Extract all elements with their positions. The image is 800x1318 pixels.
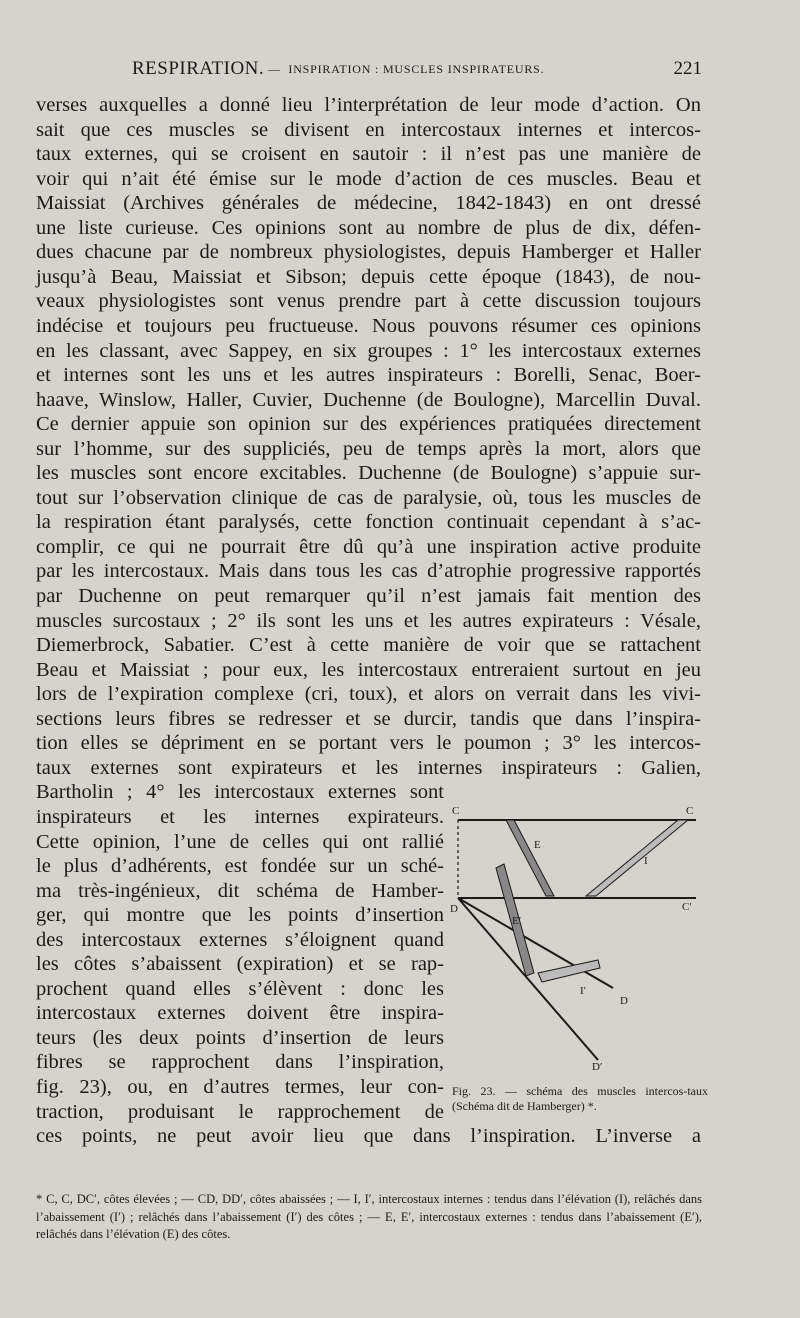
- text-line: ces points, ne peut avoir lieu que dans l’inspiration. L’inverse a: [36, 1125, 701, 1148]
- label-i-prime: I′: [580, 985, 587, 997]
- text-line: inspirateurs et les internes expirateurs.: [36, 805, 444, 828]
- text-line: verses auxquelles a donné lieu l’interprétation de leur mode d’action. On: [36, 94, 701, 116]
- header-title: RESPIRATION.: [132, 58, 265, 79]
- hamberger-schema-figure: [448, 798, 708, 1078]
- text-line: les côtes s’abaissent (expiration) et se rap-: [36, 953, 444, 976]
- label-e-prime: E′: [512, 915, 522, 927]
- label-c2: C′: [682, 901, 692, 913]
- text-line: et internes sont les uns et les autres inspirateurs : Borelli, Senac, Boer-: [36, 364, 701, 387]
- text-line: tion elles se dépriment en se portant vers le poumon ; 3° les intercos-: [36, 732, 701, 755]
- text-line: haave, Winslow, Haller, Cuvier, Duchenne (de Boulogne), Marcellin Duval.: [36, 388, 701, 411]
- text-line: des intercostaux externes s’éloignent quand: [36, 928, 444, 951]
- text-line: Beau et Maissiat ; pour eux, les intercostaux entreraient surtout en jeu: [36, 658, 701, 681]
- label-d: D: [450, 903, 458, 915]
- text-line: teurs (les deux points d’insertion de leurs: [36, 1026, 444, 1049]
- text-line: en les classant, avec Sappey, en six groupes : 1° les intercostaux externes: [36, 339, 701, 362]
- text-line: le plus d’adhérents, est fondée sur un sché-: [36, 855, 444, 878]
- label-d-prime: D′: [592, 1061, 603, 1073]
- text-line: ma très-ingénieux, dit schéma de Hamber-: [36, 879, 444, 902]
- text-line: tout sur l’observation clinique de cas de paralysie, où, tous les muscles de: [36, 486, 701, 509]
- text-line: sur l’homme, sur des suppliciés, peu de temps après la mort, alors que: [36, 437, 701, 460]
- running-header: [132, 58, 702, 84]
- text-line: dues chacune par de nombreux physiologistes, depuis Hamberger et Haller: [36, 241, 701, 264]
- page-number: 221: [673, 58, 702, 79]
- label-d-right: D: [620, 995, 628, 1007]
- text-line: traction, produisant le rapprochement de: [36, 1100, 444, 1123]
- rib-dd-prime-line: [458, 898, 598, 1060]
- text-line: ger, qui montre que les points d’insertion: [36, 904, 444, 927]
- text-line: indécise et toujours peu fructueuse. Nous pouvons résumer ces opinions: [36, 314, 701, 337]
- text-line: fig. 23), ou, en d’autres termes, leur con-: [36, 1076, 444, 1098]
- text-line: taux externes sont expirateurs et les internes inspirateurs : Galien,: [36, 756, 701, 779]
- text-line: Maissiat (Archives générales de médecine, 1842-1843) en ont dressé: [36, 192, 701, 215]
- text-line: fibres se rapprochent dans l’inspiration,: [36, 1051, 444, 1074]
- text-line: les muscles sont encore excitables. Duchenne (de Boulogne) s’appuie sur-: [36, 462, 701, 485]
- rib-cd-line: [458, 898, 613, 988]
- label-c-right: C: [686, 805, 694, 817]
- text-line: sait que ces muscles se divisent en intercostaux internes et intercos-: [36, 118, 701, 141]
- text-line: prochent quand elles s’élèvent : donc les: [36, 977, 444, 1000]
- label-c: C: [452, 805, 460, 817]
- text-line: Diemerbrock, Sabatier. C’est à cette manière de voir que se rattachent: [36, 634, 701, 657]
- text-line: une liste curieuse. Ces opinions sont au nombre de plus de dix, défen-: [36, 216, 701, 239]
- text-line: sections leurs fibres se redresser et se durcir, tandis que dans l’inspira-: [36, 707, 701, 730]
- text-line: Cette opinion, l’une de celles qui ont rallié: [36, 830, 444, 853]
- figure-caption: Fig. 23. — schéma des muscles intercos-taux (Schéma dit de Hamberger) *.: [452, 1084, 708, 1113]
- text-line: lors de l’expiration complexe (cri, toux), et alors on verrait dans les vivi-: [36, 683, 701, 706]
- muscle-i: [586, 820, 688, 896]
- label-e: E: [534, 839, 541, 851]
- label-i: I: [644, 855, 648, 867]
- text-line: Bartholin ; 4° les intercostaux externes sont: [36, 781, 444, 804]
- text-line: intercostaux externes doivent être inspira-: [36, 1002, 444, 1025]
- text-line: la respiration étant paralysés, cette fonction continuait cependant à s’ac-: [36, 511, 701, 534]
- text-line: complir, ce qui ne pourrait être dû qu’à une inspiration active produite: [36, 535, 701, 558]
- text-line: Ce dernier appuie son opinion sur des expériences pratiquées directement: [36, 413, 701, 436]
- footnote: * C, C, DC′, côtes élevées ; — CD, DD′, côtes abaissées ; — I, I′, intercostaux internes : tendus dans l’élévation (I), relâchés dans l’abaissement (I′) ; relâchés dans l’abaissement (I′) des côtes ; — E, E′, intercostaux externes : tendus dans l’abaissement (E′), relâchés dans l’élévation (E) des côtes.: [36, 1192, 702, 1241]
- text-line: muscles surcostaux ; 2° ils sont les uns et les autres expirateurs : Vésale,: [36, 609, 701, 632]
- text-line: veaux physiologistes sont venus prendre part à cette discussion toujours: [36, 290, 701, 313]
- header-subtitle: — INSPIRATION : MUSCLES INSPIRATEURS.: [268, 62, 545, 76]
- muscle-e: [506, 820, 554, 896]
- text-line: taux externes, qui se croisent en sautoir : il n’est pas une manière de: [36, 143, 701, 166]
- text-line: par les intercostaux. Mais dans tous les cas d’atrophie progressive rapportés: [36, 560, 701, 583]
- text-line: par Duchenne on peut remarquer qu’il n’est jamais fait mention des: [36, 585, 701, 607]
- text-line: jusqu’à Beau, Maissiat et Sibson; depuis cette époque (1843), de nou-: [36, 265, 701, 288]
- text-line: voir qui n’ait été émise sur le mode d’action de ces muscles. Beau et: [36, 167, 701, 190]
